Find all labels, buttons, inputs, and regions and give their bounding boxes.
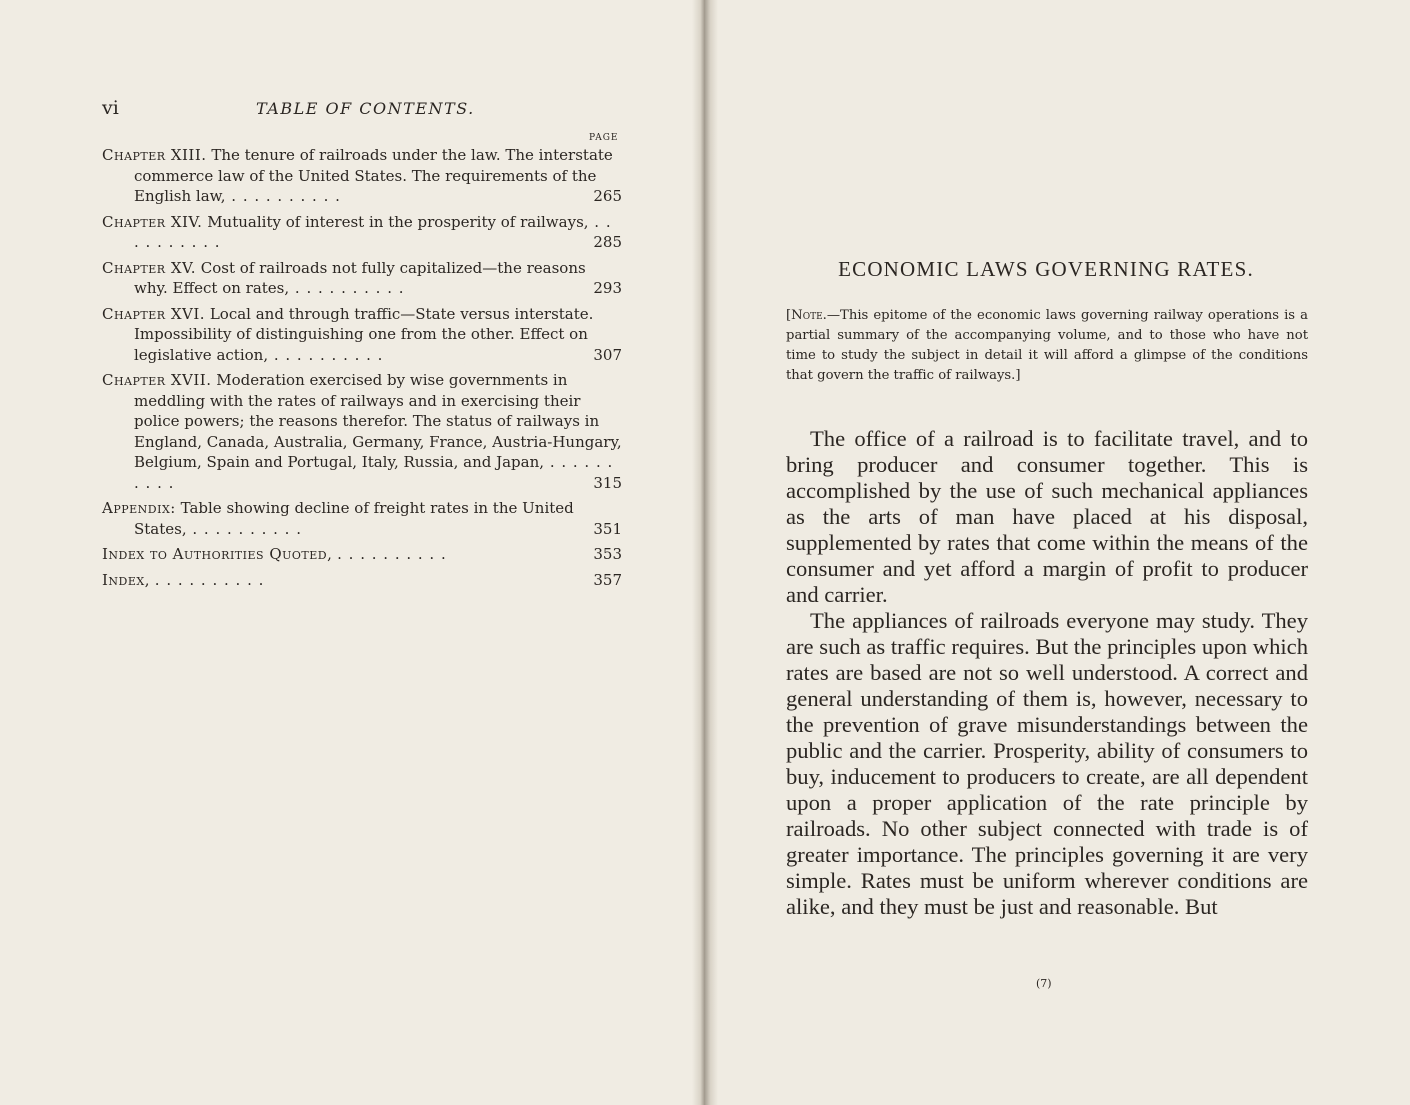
toc-entry-text: The tenure of railroads under the law. The interstate commerce law of the United States. The requirements of the English law, <box>134 146 613 205</box>
table-of-contents <box>102 145 622 595</box>
leader-dots: . . . . . . . . . . <box>186 519 302 538</box>
left-gutter-shadow <box>692 0 704 1105</box>
toc-entry <box>102 370 622 493</box>
toc-entry <box>102 258 622 299</box>
paragraph: The office of a railroad is to facilitate travel, and to bring producer and consumer together. This is accomplished by the use of such mechanical appliances as the arts of man have placed at his disposal, supplemented by rates that come within the means of the consumer and yet afford a margin of profit to producer and carrier. <box>786 426 1308 607</box>
editorial-note <box>786 306 1308 386</box>
toc-entry-label: Index, <box>102 570 150 589</box>
toc-entry-label: Chapter XVII. <box>102 371 212 389</box>
toc-entry <box>102 570 622 591</box>
leader-dots: . . . . . . . . . . <box>337 545 447 563</box>
toc-entry <box>102 212 622 253</box>
leader-dots: . . . . . . . . . . <box>268 345 384 364</box>
toc-entry-page: 265 <box>593 187 622 205</box>
toc-entry-page: 285 <box>593 233 622 251</box>
note-text: —This epitome of the economic laws governing railway operations is a partial summary of the accompanying volume, and to those who have not time to study the subject in detail it will afford a glimpse of the conditions that govern the traffic of railways.] <box>786 308 1308 383</box>
toc-entry-label: Index to Authorities Quoted, <box>102 545 333 563</box>
toc-entry-text: Table showing decline of freight rates in the United States, <box>134 499 574 538</box>
chapter-title: ECONOMIC LAWS GOVERNING RATES. <box>838 257 1254 281</box>
toc-entry-text: Cost of railroads not fully capitalized—the reasons why. Effect on rates, <box>134 258 586 297</box>
toc-entry-text: Mutuality of interest in the prosperity of railways, <box>207 212 589 231</box>
toc-entry-text: Moderation exercised by wise governments in meddling with the rates of railways and in exercising their police powers; the reasons therefor. The status of railways in England, Canada, Australia, Germany, France, Austria-Hungary, Belgium, Spain and Portugal, Italy, Russia, and Japan, <box>134 371 622 471</box>
toc-entry-page: 315 <box>593 473 622 492</box>
page-number: (7) <box>1036 977 1052 990</box>
leader-dots: . . . . . . . . . . <box>289 279 405 297</box>
toc-entry-page: 293 <box>593 279 622 297</box>
page-column-label: PAGE <box>589 133 619 143</box>
toc-entry-page: 357 <box>593 570 622 589</box>
page-number: vi <box>102 97 119 119</box>
toc-entry-label: Chapter XIV. <box>102 212 203 231</box>
toc-entry-page: 353 <box>593 545 622 563</box>
toc-entry-label: Chapter XIII. <box>102 146 207 164</box>
leader-dots: . . . . . . . . . . <box>225 187 341 205</box>
toc-entry-page: 351 <box>593 519 622 538</box>
leader-dots: . . . . . . . . . . <box>154 570 265 589</box>
toc-entry-page: 307 <box>593 345 622 364</box>
toc-entry <box>102 544 622 565</box>
toc-entry-label: Chapter XVI. <box>102 304 206 323</box>
leader-dots: . . . . . . . . . . <box>134 212 612 251</box>
toc-entry <box>102 498 622 539</box>
note-label: Note. <box>791 308 827 323</box>
toc-entry-label: Chapter XV. <box>102 258 196 277</box>
toc-entry-text: Local and through traffic—State versus interstate. Impossibility of distinguishing one from the other. Effect on legislative action, <box>134 304 594 364</box>
running-head <box>102 97 622 125</box>
leader-dots: . . . . . . . . . . <box>134 453 614 492</box>
toc-entry-label: Appendix: <box>102 499 176 517</box>
running-title: TABLE OF CONTENTS. <box>256 99 475 118</box>
toc-entry <box>102 304 622 366</box>
body-text <box>786 426 1308 920</box>
note-open-bracket: [ <box>786 308 792 323</box>
toc-entry <box>102 145 622 207</box>
right-gutter-shadow <box>704 0 718 1105</box>
paragraph: The appliances of railroads everyone may study. They are such as traffic requires. But the principles upon which rates are based are not so well understood. A correct and general understanding of them is, however, necessary to the prevention of grave misunderstandings between the public and the carrier. Prosperity, ability of consumers to buy, inducement to producers to create, are all dependent upon a proper application of the rate principle by railroads. No other subject connected with trade is of greater importance. The principles governing it are very simple. Rates must be uniform wherever conditions are alike, and they must be just and reasonable. But <box>786 608 1308 919</box>
